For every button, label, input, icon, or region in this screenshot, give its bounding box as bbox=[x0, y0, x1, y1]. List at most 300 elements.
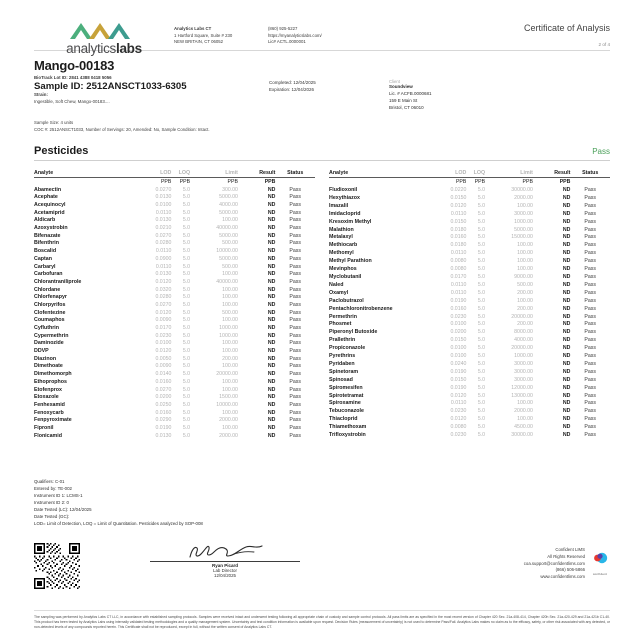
cell-status: Pass bbox=[584, 424, 596, 431]
cell-lod: 0.0090 bbox=[155, 363, 172, 370]
cell-limit: 40000.00 bbox=[216, 278, 238, 285]
unit-analyte bbox=[329, 178, 429, 186]
unit-lod: PPB bbox=[455, 179, 467, 186]
cell-limit: 100.00 bbox=[222, 340, 238, 347]
cell-loq: 5.0 bbox=[477, 424, 486, 431]
cell-limit: 20000.00 bbox=[216, 371, 238, 378]
client-address-line1: 159 E Main St bbox=[389, 97, 418, 103]
cell-analyte: Permethrin bbox=[329, 313, 357, 320]
cell-status: Pass bbox=[289, 202, 301, 209]
cell-lod: 0.0130 bbox=[155, 217, 172, 224]
cell-result: ND bbox=[562, 305, 571, 312]
cell-lod: 0.0160 bbox=[450, 234, 467, 241]
cell-lod: 0.0110 bbox=[155, 248, 172, 255]
cell-limit: 5000.00 bbox=[219, 194, 238, 201]
table-row bbox=[329, 202, 610, 210]
cell-analyte: Methiocarb bbox=[329, 242, 358, 249]
cell-status: Pass bbox=[289, 255, 301, 262]
cell-lod: 0.0110 bbox=[450, 250, 467, 257]
client-address-line2: Bristol, CT 06010 bbox=[389, 104, 424, 110]
cell-lod: 0.0110 bbox=[450, 281, 467, 288]
instrument-id-2-line: Instrument ID 2: 0 bbox=[34, 499, 69, 505]
cell-loq: 5.0 bbox=[182, 301, 191, 308]
cell-analyte: Carbaryl bbox=[34, 263, 56, 270]
sample-size: Sample Size: 4 units bbox=[34, 119, 74, 125]
cell-loq: 5.0 bbox=[477, 345, 486, 352]
cell-analyte: Pyrethrins bbox=[329, 353, 356, 360]
col-loq: LOQ bbox=[466, 170, 485, 178]
cell-result: ND bbox=[562, 266, 571, 273]
cell-result: ND bbox=[267, 202, 276, 209]
cell-loq: 5.0 bbox=[182, 340, 191, 347]
certificate-title: Certificate of Analysis bbox=[523, 23, 610, 33]
table-row bbox=[34, 240, 315, 248]
cell-lod: 0.0190 bbox=[450, 368, 467, 375]
sample-id-value: 2512ANSCT1033-6305 bbox=[86, 81, 187, 92]
cell-lod: 0.0110 bbox=[155, 209, 172, 216]
cell-analyte: Piperonyl Butoxide bbox=[329, 329, 378, 336]
cell-loq: 5.0 bbox=[477, 353, 486, 360]
cell-limit: 100.00 bbox=[517, 297, 533, 304]
cell-loq: 5.0 bbox=[182, 202, 191, 209]
cell-analyte: Trifloxystrobin bbox=[329, 432, 366, 439]
cell-loq: 5.0 bbox=[182, 409, 191, 416]
cell-result: ND bbox=[267, 325, 276, 332]
cell-status: Pass bbox=[289, 263, 301, 270]
page-indicator: 2 of 4 bbox=[598, 42, 610, 47]
cell-result: ND bbox=[562, 424, 571, 431]
table-body-right bbox=[329, 178, 610, 440]
cell-lod: 0.0120 bbox=[155, 309, 172, 316]
table-row bbox=[329, 336, 610, 344]
cell-loq: 5.0 bbox=[182, 424, 191, 431]
cell-limit: 4500.00 bbox=[514, 424, 533, 431]
cell-result: ND bbox=[267, 332, 276, 339]
cell-loq: 5.0 bbox=[182, 240, 191, 247]
cell-limit: 5000.00 bbox=[219, 255, 238, 262]
table-header-row bbox=[34, 170, 315, 178]
cell-result: ND bbox=[562, 416, 571, 423]
cell-loq: 5.0 bbox=[477, 392, 486, 399]
cell-limit: 100.00 bbox=[517, 258, 533, 265]
cell-analyte: Hexythiazox bbox=[329, 194, 360, 201]
cell-status: Pass bbox=[584, 258, 596, 265]
cell-limit: 20000.00 bbox=[511, 345, 533, 352]
table-row bbox=[329, 226, 610, 234]
cell-loq: 5.0 bbox=[477, 360, 486, 367]
cell-analyte: Boscalid bbox=[34, 248, 57, 255]
cell-loq: 5.0 bbox=[477, 432, 486, 439]
cell-loq: 5.0 bbox=[182, 278, 191, 285]
table-row bbox=[329, 415, 610, 423]
cell-limit: 4000.00 bbox=[514, 337, 533, 344]
cell-lod: 0.0150 bbox=[450, 194, 467, 201]
table-row bbox=[329, 320, 610, 328]
cell-status: Pass bbox=[584, 187, 596, 193]
cell-limit: 200.00 bbox=[517, 289, 533, 296]
mountain-logo-icon bbox=[68, 20, 140, 40]
table-row bbox=[329, 344, 610, 352]
cell-result: ND bbox=[267, 401, 276, 408]
cell-status: Pass bbox=[584, 376, 596, 383]
cell-status: Pass bbox=[584, 289, 596, 296]
table-row bbox=[34, 332, 315, 340]
cell-result: ND bbox=[267, 394, 276, 401]
unit-limit: PPB bbox=[227, 178, 238, 185]
cell-limit: 100.00 bbox=[222, 217, 238, 224]
cell-result: ND bbox=[267, 278, 276, 285]
client-license: Lic. # ACFB.0000681 bbox=[389, 90, 432, 96]
cell-analyte: Mevinphos bbox=[329, 266, 357, 273]
cell-result: ND bbox=[562, 289, 571, 296]
cell-result: ND bbox=[267, 271, 276, 278]
sample-info-block bbox=[34, 51, 610, 112]
cell-lod: 0.0230 bbox=[450, 408, 467, 415]
cell-status: Pass bbox=[289, 424, 301, 431]
table-row bbox=[34, 347, 315, 355]
cell-limit: 100.00 bbox=[222, 301, 238, 308]
col-status: Status bbox=[275, 170, 315, 178]
cell-status: Pass bbox=[289, 301, 301, 308]
cell-lod: 0.0080 bbox=[450, 266, 467, 273]
cell-analyte: Naled bbox=[329, 281, 344, 288]
cell-result: ND bbox=[267, 194, 276, 201]
cell-analyte: Paclobutrazol bbox=[329, 297, 364, 304]
cell-status: Pass bbox=[584, 329, 596, 336]
cell-analyte: Aldicarb bbox=[34, 217, 56, 224]
table-row bbox=[34, 363, 315, 371]
cell-status: Pass bbox=[584, 281, 596, 288]
strain-label: Strain: bbox=[34, 92, 48, 97]
cell-limit: 30000.00 bbox=[511, 187, 533, 193]
cell-analyte: Acephate bbox=[34, 194, 58, 201]
table-body-left bbox=[34, 178, 315, 440]
table-row bbox=[329, 305, 610, 313]
cell-lod: 0.0170 bbox=[450, 273, 467, 280]
cell-status: Pass bbox=[289, 371, 301, 378]
cell-limit: 2000.00 bbox=[219, 432, 238, 439]
cell-analyte: Pyridaben bbox=[329, 360, 355, 367]
cell-loq: 5.0 bbox=[477, 202, 486, 209]
table-row bbox=[329, 186, 610, 194]
cell-loq: 5.0 bbox=[182, 417, 191, 424]
cell-limit: 5000.00 bbox=[219, 209, 238, 216]
cell-loq: 5.0 bbox=[477, 329, 486, 336]
table-row bbox=[329, 233, 610, 241]
cell-analyte: Spinetoram bbox=[329, 368, 359, 375]
cell-status: Pass bbox=[584, 266, 596, 273]
signature-block bbox=[150, 543, 300, 578]
cell-loq: 5.0 bbox=[182, 271, 191, 278]
cell-lod: 0.0080 bbox=[450, 424, 467, 431]
qualifiers-line: Qualifiers: C-01 bbox=[34, 478, 65, 484]
cell-loq: 5.0 bbox=[477, 194, 486, 201]
cell-analyte: Imidacloprid bbox=[329, 210, 361, 217]
table-row bbox=[329, 384, 610, 392]
cell-result: ND bbox=[267, 248, 276, 255]
cell-loq: 5.0 bbox=[182, 248, 191, 255]
cell-analyte: Spirotetramat bbox=[329, 392, 364, 399]
lab-phone: (860) 925-5227 bbox=[268, 26, 298, 31]
cell-result: ND bbox=[562, 242, 571, 249]
cell-limit: 200.00 bbox=[517, 305, 533, 312]
cell-lod: 0.0100 bbox=[155, 202, 172, 209]
cell-status: Pass bbox=[584, 368, 596, 375]
lims-email[interactable]: coa.support@confidentlims.com bbox=[523, 560, 585, 566]
cell-lod: 0.0090 bbox=[155, 317, 172, 324]
table-row bbox=[329, 273, 610, 281]
cell-result: ND bbox=[562, 408, 571, 415]
cell-status: Pass bbox=[584, 242, 596, 249]
cell-result: ND bbox=[562, 258, 571, 265]
cell-analyte: Flonicamid bbox=[34, 432, 62, 439]
signature-icon bbox=[184, 543, 266, 560]
cell-loq: 5.0 bbox=[477, 210, 486, 217]
table-row bbox=[34, 224, 315, 232]
table-row bbox=[34, 286, 315, 294]
cell-loq: 5.0 bbox=[477, 258, 486, 265]
table-row bbox=[329, 249, 610, 257]
date-tested-gc-line: Date Tested (GC): bbox=[34, 514, 70, 520]
analytics-labs-logo bbox=[34, 20, 174, 56]
table-row bbox=[34, 232, 315, 240]
cell-result: ND bbox=[562, 226, 571, 233]
cell-result: ND bbox=[562, 297, 571, 304]
cell-limit: 13000.00 bbox=[511, 392, 533, 399]
cell-loq: 5.0 bbox=[477, 400, 486, 407]
cell-limit: 100.00 bbox=[222, 294, 238, 301]
cell-lod: 0.0230 bbox=[450, 313, 467, 320]
col-lod: LOD bbox=[134, 170, 171, 178]
cell-result: ND bbox=[267, 409, 276, 416]
cell-limit: 500.00 bbox=[517, 281, 533, 288]
cell-lod: 0.0130 bbox=[155, 432, 172, 439]
table-row bbox=[34, 355, 315, 363]
lab-website[interactable]: https://myanalyticslabs.com/ bbox=[268, 32, 322, 38]
cell-status: Pass bbox=[289, 394, 301, 401]
table-row bbox=[34, 340, 315, 348]
cell-lod: 0.0120 bbox=[450, 392, 467, 399]
cell-loq: 5.0 bbox=[477, 289, 486, 296]
cell-lod: 0.0230 bbox=[450, 432, 467, 439]
cell-loq: 5.0 bbox=[182, 225, 191, 232]
cell-limit: 8000.00 bbox=[514, 329, 533, 336]
table-row bbox=[34, 247, 315, 255]
cell-limit: 5000.00 bbox=[219, 232, 238, 239]
lims-phone: (866) 506-5866 bbox=[555, 567, 585, 573]
table-row bbox=[329, 423, 610, 431]
cell-result: ND bbox=[267, 255, 276, 262]
completed-date: Completed: 12/04/2025 bbox=[269, 80, 316, 85]
col-result: Result bbox=[533, 170, 570, 178]
cell-loq: 5.0 bbox=[182, 355, 191, 362]
cell-limit: 300.00 bbox=[222, 186, 238, 193]
unit-result: PPB bbox=[559, 179, 571, 186]
cell-loq: 5.0 bbox=[182, 186, 191, 193]
cell-result: ND bbox=[562, 376, 571, 383]
cell-result: ND bbox=[267, 309, 276, 316]
cell-result: ND bbox=[267, 286, 276, 293]
cell-status: Pass bbox=[289, 363, 301, 370]
cell-lod: 0.0150 bbox=[450, 218, 467, 225]
cell-lod: 0.0270 bbox=[155, 232, 172, 239]
cell-analyte: Acequinocyl bbox=[34, 202, 66, 209]
table-row bbox=[329, 368, 610, 376]
table-row bbox=[34, 317, 315, 325]
cell-result: ND bbox=[562, 281, 571, 288]
table-row bbox=[34, 409, 315, 417]
cell-result: ND bbox=[562, 313, 571, 320]
table-row bbox=[34, 194, 315, 202]
cell-status: Pass bbox=[584, 194, 596, 201]
cell-status: Pass bbox=[584, 297, 596, 304]
cell-lod: 0.0080 bbox=[450, 258, 467, 265]
cell-lod: 0.0110 bbox=[450, 400, 467, 407]
pesticides-section-header bbox=[34, 145, 610, 161]
cell-lod: 0.0110 bbox=[450, 210, 467, 217]
expiration-date: Expiration: 12/04/2026 bbox=[269, 87, 315, 93]
lab-license: Lic# ACTL.0000001 bbox=[268, 39, 306, 45]
cell-analyte: Imazalil bbox=[329, 202, 349, 209]
cell-analyte: Chlordane bbox=[34, 286, 61, 293]
cell-analyte: Cypermethrin bbox=[34, 332, 69, 339]
cell-status: Pass bbox=[584, 234, 596, 241]
qr-code[interactable] bbox=[34, 543, 80, 589]
cell-result: ND bbox=[562, 250, 571, 257]
lab-address-line1: 1 Hartford Square, Suite # 230 bbox=[174, 32, 233, 38]
cell-lod: 0.0160 bbox=[450, 305, 467, 312]
client-name: Soundview bbox=[389, 84, 413, 89]
cell-analyte: Etofenprox bbox=[34, 386, 62, 393]
cell-analyte: DDVP bbox=[34, 348, 49, 355]
cell-result: ND bbox=[562, 210, 571, 217]
cell-limit: 1000.00 bbox=[514, 353, 533, 360]
units-row bbox=[329, 178, 610, 186]
lims-rights: All Rights Reserved bbox=[547, 554, 585, 560]
table-row bbox=[34, 301, 315, 309]
cell-limit: 500.00 bbox=[222, 309, 238, 316]
cell-limit: 100.00 bbox=[517, 266, 533, 273]
cell-analyte: Fenpyroximate bbox=[34, 417, 72, 424]
cell-lod: 0.0170 bbox=[155, 325, 172, 332]
col-limit: Limit bbox=[190, 170, 238, 178]
cell-analyte: Phosmet bbox=[329, 321, 352, 328]
cell-lod: 0.0100 bbox=[155, 340, 172, 347]
cell-loq: 5.0 bbox=[477, 218, 486, 225]
cell-status: Pass bbox=[289, 378, 301, 385]
page-header bbox=[34, 0, 610, 56]
table-row bbox=[34, 386, 315, 394]
cell-lod: 0.0190 bbox=[450, 297, 467, 304]
date-tested-lc-line: Date Tested (LC): 12/04/2025 bbox=[34, 507, 92, 512]
table-row bbox=[329, 289, 610, 297]
cell-loq: 5.0 bbox=[182, 255, 191, 262]
cell-analyte: Chlorantraniliprole bbox=[34, 278, 82, 285]
cell-lod: 0.0110 bbox=[450, 289, 467, 296]
col-loq: LOQ bbox=[171, 170, 190, 178]
cell-limit: 100.00 bbox=[222, 386, 238, 393]
lims-website[interactable]: www.confidentlims.com bbox=[540, 574, 585, 579]
table-row bbox=[34, 255, 315, 263]
cell-lod: 0.0270 bbox=[155, 186, 172, 193]
cell-analyte: Dimethomorph bbox=[34, 371, 72, 378]
table-row bbox=[329, 407, 610, 415]
cell-status: Pass bbox=[289, 317, 301, 324]
cell-result: ND bbox=[562, 345, 571, 352]
sample-name: Mango-00183 bbox=[34, 58, 115, 73]
cell-status: Pass bbox=[584, 400, 596, 407]
cell-loq: 5.0 bbox=[477, 408, 486, 415]
cell-status: Pass bbox=[289, 340, 301, 347]
cell-lod: 0.0100 bbox=[450, 321, 467, 328]
cell-status: Pass bbox=[289, 417, 301, 424]
pesticides-tables bbox=[34, 170, 610, 440]
cell-limit: 5000.00 bbox=[514, 226, 533, 233]
cell-result: ND bbox=[267, 371, 276, 378]
cell-limit: 500.00 bbox=[222, 240, 238, 247]
cell-limit: 12000.00 bbox=[511, 384, 533, 391]
cell-limit: 10000.00 bbox=[216, 248, 238, 255]
cell-result: ND bbox=[267, 209, 276, 216]
sample-footer-info bbox=[34, 120, 610, 134]
cell-status: Pass bbox=[289, 325, 301, 332]
chain-of-custody: COC #: 2512ANSCT1033, Number of Servings: 20, Amended: No, Sample Condition: Intact. bbox=[34, 126, 210, 132]
cell-analyte: Fenhexamid bbox=[34, 401, 65, 408]
cell-result: ND bbox=[562, 384, 571, 391]
cell-limit: 200.00 bbox=[517, 321, 533, 328]
cell-result: ND bbox=[562, 353, 571, 360]
col-status: Status bbox=[570, 170, 610, 178]
cell-loq: 5.0 bbox=[182, 325, 191, 332]
cell-loq: 5.0 bbox=[182, 294, 191, 301]
table-row bbox=[34, 217, 315, 225]
product-description: Ingestible, Soft Chew, Mango-00183.... bbox=[34, 98, 110, 104]
cell-result: ND bbox=[562, 194, 571, 201]
cell-loq: 5.0 bbox=[182, 209, 191, 216]
cell-loq: 5.0 bbox=[182, 386, 191, 393]
cell-analyte: Methyl Parathion bbox=[329, 258, 372, 265]
cell-limit: 100.00 bbox=[517, 250, 533, 257]
cell-result: ND bbox=[267, 432, 276, 439]
client-label: Client bbox=[389, 79, 400, 84]
cell-result: ND bbox=[267, 355, 276, 362]
cell-result: ND bbox=[267, 386, 276, 393]
table-row bbox=[34, 424, 315, 432]
cell-status: Pass bbox=[584, 353, 596, 360]
table-row bbox=[34, 378, 315, 386]
biotrack-lot-id: BioTrack Lot ID: 2841 4388 0418 5056 bbox=[34, 75, 112, 80]
cell-limit: 100.00 bbox=[517, 242, 533, 249]
cell-analyte: Thiamethoxam bbox=[329, 424, 367, 431]
cell-loq: 5.0 bbox=[182, 363, 191, 370]
disclaimer-block bbox=[34, 610, 610, 630]
cell-status: Pass bbox=[289, 194, 301, 201]
cell-loq: 5.0 bbox=[477, 226, 486, 233]
cell-status: Pass bbox=[289, 386, 301, 393]
qualifiers-block bbox=[34, 478, 610, 528]
table-row bbox=[329, 194, 610, 202]
disclaimer-text: The sampling was performed by Analytics Labs CT LLC, in accordance with established sampling protocols. Samples were received intact and underwent testing following all appropriate chain of custody and sample control protocols. All pass limits are as specified in the most recent version of Chapter 420 Sec. 21a-408-414, Chapter 420h Sec. 21a-420-429 and 21a-421b C1-40. This product has been tested by Analytics Labs using internally validated testing methodologies and a quality management system. Uncertainty and test condition information is available upon request. Decision Rules (measurement of uncertainty) is not used to determine Pass/Fail. Analytics Labs makes no claim as to the efficacy, safety, or other risk associated with any detected, or non-detected levels of any compounds reported herein. This Certificate shall not be reproduced, except in full, without the written consent of Analytics Labs CT. bbox=[34, 615, 610, 630]
cell-result: ND bbox=[562, 321, 571, 328]
table-row bbox=[329, 257, 610, 265]
sample-dates bbox=[269, 58, 389, 112]
table-row bbox=[329, 392, 610, 400]
unit-limit: PPB bbox=[522, 179, 533, 186]
cell-status: Pass bbox=[289, 432, 301, 439]
cell-lod: 0.0100 bbox=[450, 345, 467, 352]
table-row bbox=[34, 432, 315, 440]
cell-limit: 3000.00 bbox=[514, 376, 533, 383]
